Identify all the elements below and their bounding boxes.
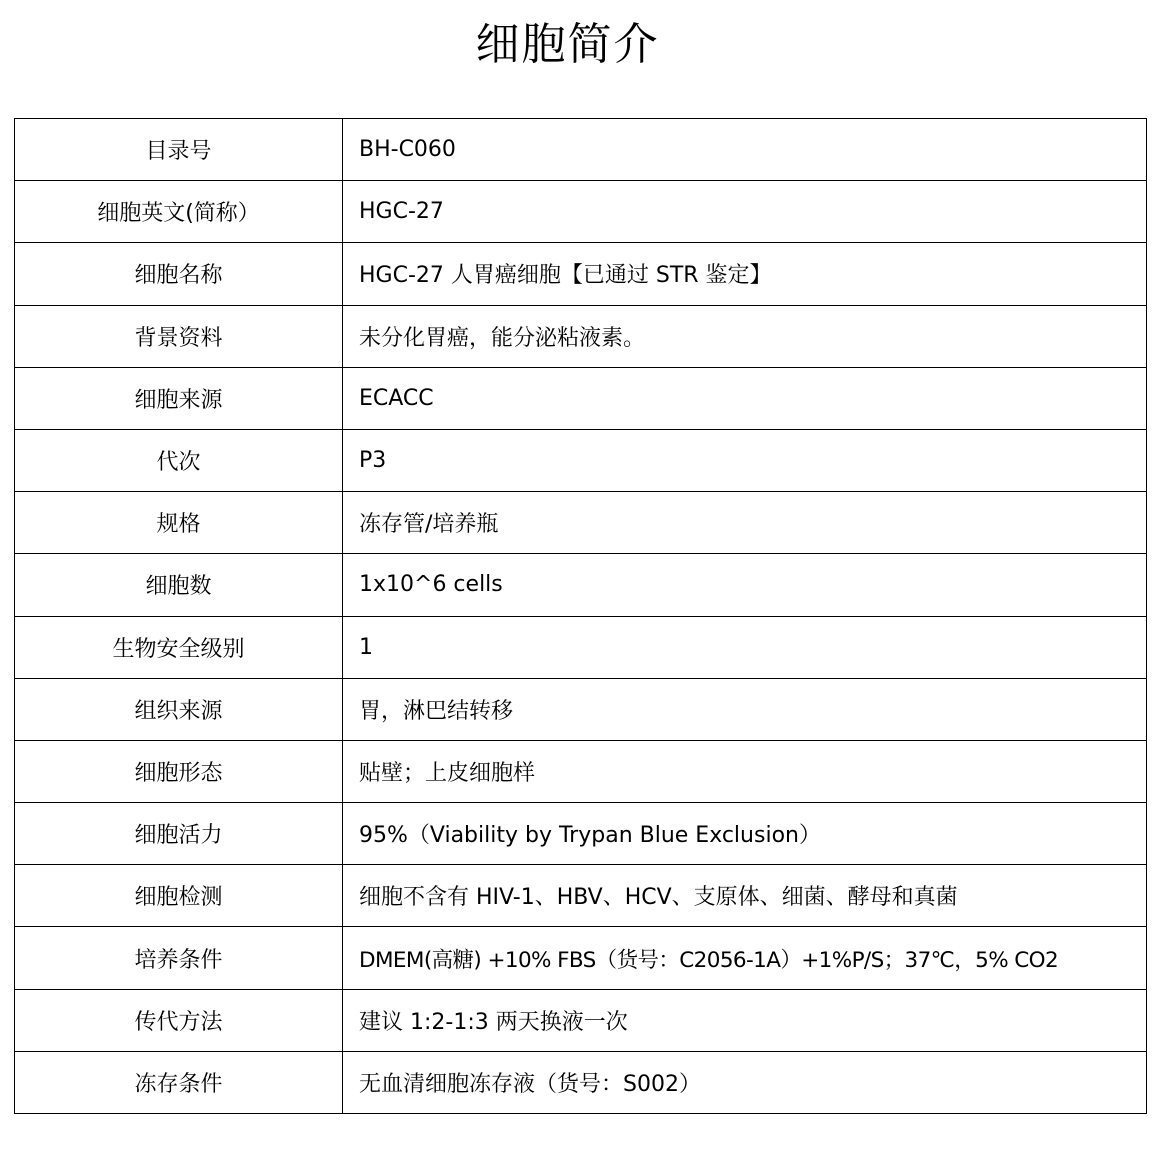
row-value: 1 xyxy=(343,616,1147,678)
row-label: 细胞名称 xyxy=(15,243,343,305)
table-row xyxy=(15,1051,1147,1113)
row-value: 95%（Viability by Trypan Blue Exclusion） xyxy=(343,803,1147,865)
table-row xyxy=(15,429,1147,491)
row-value: 无血清细胞冻存液（货号：S002） xyxy=(343,1051,1147,1113)
row-value: ECACC xyxy=(343,367,1147,429)
table-row xyxy=(15,803,1147,865)
row-value: 建议 1:2-1:3 两天换液一次 xyxy=(343,989,1147,1051)
table-row xyxy=(15,616,1147,678)
table-row xyxy=(15,927,1147,989)
cell-info-table xyxy=(14,118,1147,1114)
table-row xyxy=(15,678,1147,740)
row-label: 细胞数 xyxy=(15,554,343,616)
table-row xyxy=(15,305,1147,367)
row-value: BH-C060 xyxy=(343,119,1147,181)
row-label: 规格 xyxy=(15,492,343,554)
row-label: 细胞检测 xyxy=(15,865,343,927)
row-value: HGC-27 人胃癌细胞【已通过 STR 鉴定】 xyxy=(343,243,1147,305)
row-value: 1x10^6 cells xyxy=(343,554,1147,616)
row-value: DMEM(高糖) +10% FBS（货号：C2056-1A）+1%P/S；37℃，5% CO2 xyxy=(343,927,1147,989)
row-label: 培养条件 xyxy=(15,927,343,989)
row-value: 细胞不含有 HIV-1、HBV、HCV、支原体、细菌、酵母和真菌 xyxy=(343,865,1147,927)
table-row xyxy=(15,492,1147,554)
table-row xyxy=(15,865,1147,927)
table-row xyxy=(15,119,1147,181)
row-label: 传代方法 xyxy=(15,989,343,1051)
table-row xyxy=(15,243,1147,305)
row-value: 贴壁；上皮细胞样 xyxy=(343,740,1147,802)
row-label: 生物安全级别 xyxy=(15,616,343,678)
row-value: 胃，淋巴结转移 xyxy=(343,678,1147,740)
row-label: 目录号 xyxy=(15,119,343,181)
document-title: 细胞简介 xyxy=(475,19,660,70)
row-label: 背景资料 xyxy=(15,305,343,367)
row-label: 冻存条件 xyxy=(15,1051,343,1113)
row-label: 细胞活力 xyxy=(15,803,343,865)
row-value: 冻存管/培养瓶 xyxy=(343,492,1147,554)
table-row xyxy=(15,554,1147,616)
row-label: 细胞形态 xyxy=(15,740,343,802)
table-row xyxy=(15,367,1147,429)
row-value: HGC-27 xyxy=(343,181,1147,243)
row-label: 组织来源 xyxy=(15,678,343,740)
row-label: 细胞英文(简称） xyxy=(15,181,343,243)
row-value: P3 xyxy=(343,429,1147,491)
row-value: 未分化胃癌，能分泌粘液素。 xyxy=(343,305,1147,367)
row-label: 代次 xyxy=(15,429,343,491)
table-row xyxy=(15,740,1147,802)
table-row xyxy=(15,181,1147,243)
table-row xyxy=(15,989,1147,1051)
row-label: 细胞来源 xyxy=(15,367,343,429)
